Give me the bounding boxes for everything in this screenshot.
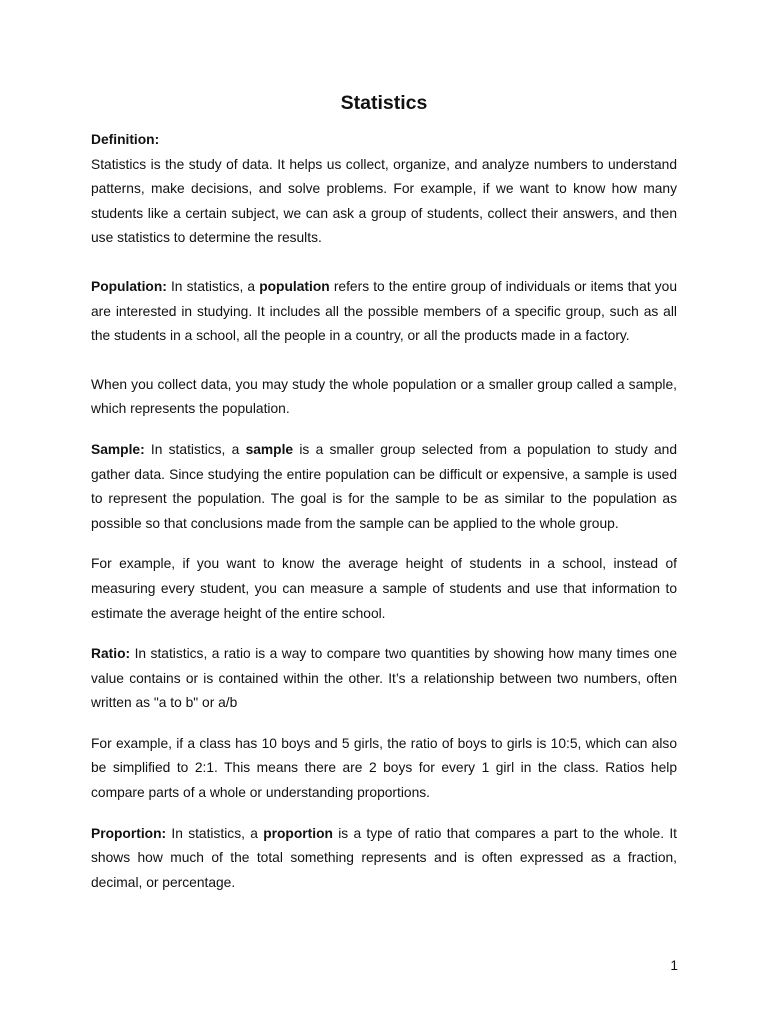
collect-paragraph: When you collect data, you may study the whole population or a smaller group called a sample, which represents the population.: [91, 376, 677, 417]
proportion-pre: In statistics, a: [166, 825, 264, 841]
sample-term: sample: [245, 441, 294, 457]
document-body: [91, 128, 677, 895]
ratio-example-paragraph: For example, if a class has 10 boys and 5 girls, the ratio of boys to girls is 10:5, which can also be simplified to 2:1. This means there are 2 boys for every 1 girl in the class. Ratios help compare parts of a whole or understanding proportions.: [91, 735, 677, 801]
ratio-label: Ratio:: [91, 646, 131, 662]
ratio-text: In statistics, a ratio is a way to compare two quantities by showing how many times one value contains or is contained within the other. It’s a relationship between two numbers, often written as "a to b" or a/b: [91, 646, 677, 711]
population-paragraph: [91, 275, 677, 349]
sample-pre: In statistics, a: [144, 441, 246, 457]
proportion-post: is a type of ratio that compares a part to the whole. It shows how much of the total something represents and is often expressed as a fraction, decimal, or percentage.: [91, 825, 677, 890]
population-term: population: [259, 278, 330, 294]
proportion-term: proportion: [263, 825, 333, 841]
population-pre: In statistics, a: [166, 278, 260, 294]
definition-heading: Definition:: [91, 132, 160, 147]
ratio-paragraph: [91, 642, 677, 716]
page-title: Statistics: [340, 92, 428, 114]
page-number: 1: [670, 958, 678, 973]
definition-text: Statistics is the study of data. It helps us collect, organize, and analyze numbers to understand patterns, make decisions, and solve problems. For example, if we want to know how many students like a certain subject, we can ask a group of students, collect their answers, and then use statistics to determine the results.: [91, 156, 677, 246]
sample-label: Sample:: [91, 441, 145, 457]
population-label: Population:: [91, 278, 167, 294]
sample-post: is a smaller group selected from a population to study and gather data. Since studying the entire population can be difficult or expensive, a sample is used to represent the population. The goal is for the sample to be as similar to the population as possible so that conclusions made from the sample can be applied to the whole group.: [91, 441, 678, 531]
sample-example-paragraph: For example, if you want to know the average height of students in a school, instead of measuring every student, you can measure a sample of students and use that information to estimate the average height of the entire school.: [91, 556, 677, 621]
population-post: refers to the entire group of individuals or items that you are interested in studying. It includes all the possible members of a specific group, such as all the students in a school, all the people in a country, or all the products made in a factory.: [91, 278, 677, 344]
proportion-label: Proportion:: [91, 825, 167, 841]
definition-paragraph: [91, 128, 677, 251]
proportion-paragraph: [91, 822, 677, 896]
sample-paragraph: [91, 438, 677, 536]
